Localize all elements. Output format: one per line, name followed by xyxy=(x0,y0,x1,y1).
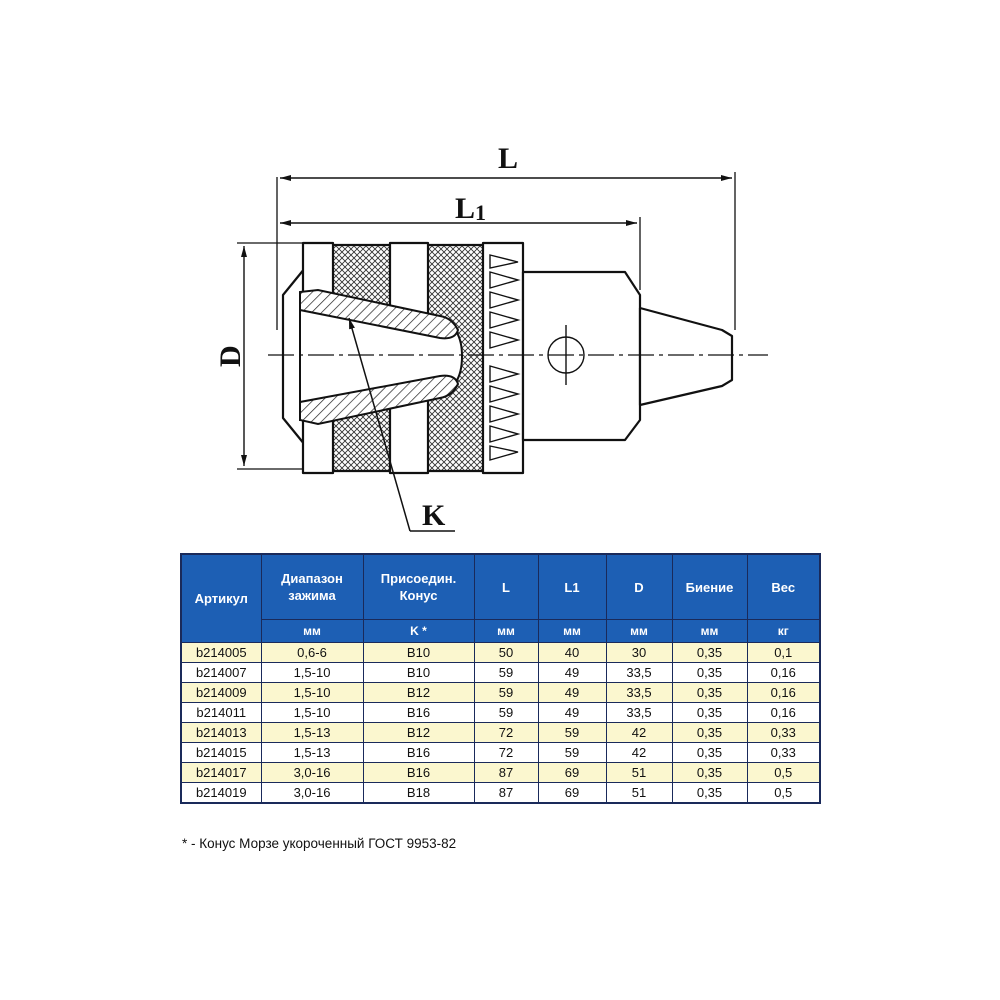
cell-D: 33,5 xyxy=(606,663,672,683)
spec-table xyxy=(180,553,821,804)
cell-article: b214017 xyxy=(181,763,261,783)
cell-runout: 0,35 xyxy=(672,643,747,663)
cell-clamp-range: 1,5-13 xyxy=(261,723,363,743)
cell-clamp-range: 1,5-10 xyxy=(261,703,363,723)
header-row xyxy=(181,554,820,620)
cell-L: 72 xyxy=(474,723,538,743)
table-row xyxy=(181,723,820,743)
cell-clamp-range: 1,5-13 xyxy=(261,743,363,763)
cell-L: 87 xyxy=(474,763,538,783)
cell-L: 59 xyxy=(474,683,538,703)
unit-weight: кг xyxy=(747,620,820,643)
table-body xyxy=(181,643,820,804)
cell-L: 59 xyxy=(474,663,538,683)
cell-clamp-range: 3,0-16 xyxy=(261,763,363,783)
cell-D: 33,5 xyxy=(606,703,672,723)
cell-runout: 0,35 xyxy=(672,683,747,703)
units-row xyxy=(181,620,820,643)
cell-D: 30 xyxy=(606,643,672,663)
cell-runout: 0,35 xyxy=(672,703,747,723)
cell-D: 33,5 xyxy=(606,683,672,703)
cell-weight: 0,33 xyxy=(747,743,820,763)
cell-L1: 59 xyxy=(538,723,606,743)
label-L1: L1 xyxy=(455,192,487,225)
header-weight: Вес xyxy=(747,554,820,620)
header-L1: L1 xyxy=(538,554,606,620)
cell-taper: B12 xyxy=(363,723,474,743)
table-row xyxy=(181,683,820,703)
cell-D: 42 xyxy=(606,723,672,743)
unit-D: мм xyxy=(606,620,672,643)
cell-D: 42 xyxy=(606,743,672,763)
cell-runout: 0,35 xyxy=(672,663,747,683)
cell-weight: 0,5 xyxy=(747,763,820,783)
header-taper: Присоедин. Конус xyxy=(363,554,474,620)
unit-taper: K * xyxy=(363,620,474,643)
table-row xyxy=(181,783,820,804)
cell-clamp-range: 3,0-16 xyxy=(261,783,363,804)
header-runout: Биение xyxy=(672,554,747,620)
cell-clamp-range: 1,5-10 xyxy=(261,683,363,703)
header-L: L xyxy=(474,554,538,620)
label-K: K xyxy=(422,499,446,532)
cell-L: 72 xyxy=(474,743,538,763)
cell-runout: 0,35 xyxy=(672,743,747,763)
table-row xyxy=(181,763,820,783)
cell-weight: 0,33 xyxy=(747,723,820,743)
cell-L: 50 xyxy=(474,643,538,663)
header-article: Артикул xyxy=(181,554,261,643)
unit-clamp-range: мм xyxy=(261,620,363,643)
cell-clamp-range: 0,6-6 xyxy=(261,643,363,663)
cell-L1: 40 xyxy=(538,643,606,663)
table-row xyxy=(181,743,820,763)
cell-L: 59 xyxy=(474,703,538,723)
cell-article: b214005 xyxy=(181,643,261,663)
cell-weight: 0,1 xyxy=(747,643,820,663)
cell-runout: 0,35 xyxy=(672,763,747,783)
table-row xyxy=(181,663,820,683)
cell-article: b214007 xyxy=(181,663,261,683)
cell-D: 51 xyxy=(606,783,672,804)
cell-L1: 69 xyxy=(538,763,606,783)
cell-L: 87 xyxy=(474,783,538,804)
cell-article: b214013 xyxy=(181,723,261,743)
label-L: L xyxy=(498,142,519,175)
header-clamp-range: Диапазон зажима xyxy=(261,554,363,620)
taper-cone xyxy=(640,308,732,405)
cell-weight: 0,16 xyxy=(747,683,820,703)
cell-runout: 0,35 xyxy=(672,723,747,743)
header-D: D xyxy=(606,554,672,620)
cell-taper: B10 xyxy=(363,663,474,683)
cell-taper: B12 xyxy=(363,683,474,703)
unit-runout: мм xyxy=(672,620,747,643)
label-D: D xyxy=(214,345,247,367)
cell-L1: 49 xyxy=(538,683,606,703)
cell-taper: B16 xyxy=(363,703,474,723)
unit-L: мм xyxy=(474,620,538,643)
cell-L1: 49 xyxy=(538,663,606,683)
cell-D: 51 xyxy=(606,763,672,783)
footnote: * - Конус Морзе укороченный ГОСТ 9953-82 xyxy=(182,836,457,851)
cell-taper: B16 xyxy=(363,763,474,783)
cell-L1: 59 xyxy=(538,743,606,763)
cell-article: b214019 xyxy=(181,783,261,804)
cell-taper: B10 xyxy=(363,643,474,663)
cell-taper: B18 xyxy=(363,783,474,804)
cell-article: b214011 xyxy=(181,703,261,723)
cell-article: b214015 xyxy=(181,743,261,763)
cell-weight: 0,16 xyxy=(747,663,820,683)
table-row xyxy=(181,703,820,723)
cell-L1: 69 xyxy=(538,783,606,804)
cell-taper: B16 xyxy=(363,743,474,763)
cell-clamp-range: 1,5-10 xyxy=(261,663,363,683)
cell-runout: 0,35 xyxy=(672,783,747,804)
table-row xyxy=(181,643,820,663)
cell-weight: 0,5 xyxy=(747,783,820,804)
cell-weight: 0,16 xyxy=(747,703,820,723)
cell-article: b214009 xyxy=(181,683,261,703)
unit-L1: мм xyxy=(538,620,606,643)
cell-L1: 49 xyxy=(538,703,606,723)
